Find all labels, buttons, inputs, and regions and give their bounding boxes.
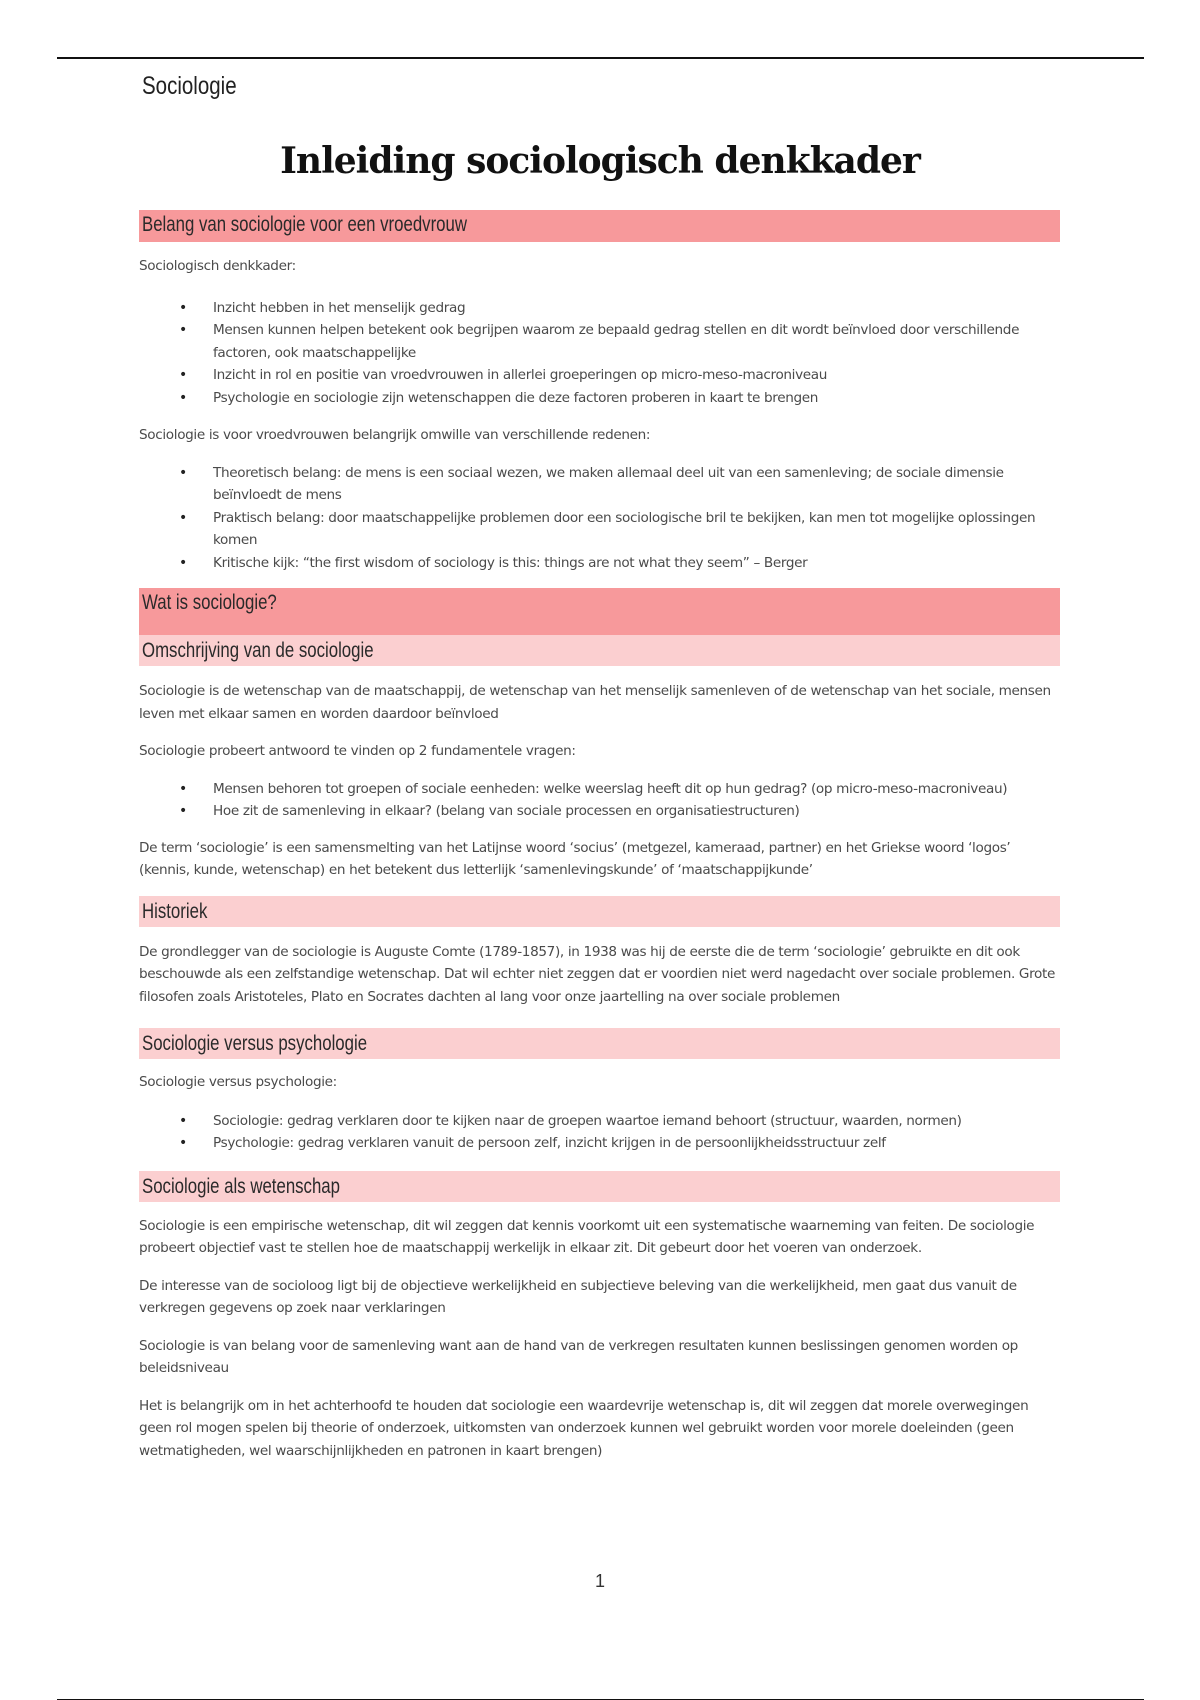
paragraph: De interesse van de socioloog ligt bij de objectieve werkelijkheid en subjectieve beleving van die werkelijkheid, men gaat dus vanuit de verkregen gegevens op zoek naar verklaringen <box>139 1277 1017 1316</box>
heading-sociologie-versus-psychologie: Sociologie versus psychologie <box>139 1028 1060 1059</box>
page-number: 1 <box>594 1571 605 1591</box>
heading-belang: Belang van sociologie voor een vroedvrouw <box>139 210 1060 242</box>
list-item: • Theoretisch belang: de mens is een sociaal wezen, we maken allemaal deel uit van een samenleving; de sociale dimensie beïnvloedt de mens <box>213 462 1060 507</box>
list-item: • Mensen kunnen helpen betekent ook begrijpen waarom ze bepaald gedrag stellen en dit wordt beïnvloed door verschillende factoren, ook maatschappelijke <box>213 319 1060 364</box>
bullet-list <box>139 462 1060 575</box>
document-body <box>139 210 1060 1462</box>
paragraph: Sociologie versus psychologie: <box>139 1074 337 1090</box>
bullet-list <box>139 297 1060 410</box>
list-item: • Psychologie: gedrag verklaren vanuit de persoon zelf, inzicht krijgen in de persoonlijkheidsstructuur zelf <box>213 1132 1060 1155</box>
list-item: • Kritische kijk: “the first wisdom of sociology is this: things are not what they seem” – Berger <box>213 552 1060 575</box>
paragraph: Sociologisch denkkader: <box>139 258 296 274</box>
paragraph: Sociologie is een empirische wetenschap, dit wil zeggen dat kennis voorkomt uit een systematische waarneming van feiten. De sociologie probeert objectief vast te stellen hoe de maatschappij werkelijk in elkaar zit. Dit gebeurt door het voeren van onderzoek. <box>139 1217 1035 1256</box>
paragraph: De term ‘sociologie’ is een samensmelting van het Latijnse woord ‘socius’ (metgezel, kameraad, partner) en het Griekse woord ‘logos’ (kennis, kunde, wetenschap) en het betekent dus letterlijk ‘samenlevingskunde’ of ‘maatschappijkunde’ <box>139 839 1011 878</box>
paragraph: Sociologie is voor vroedvrouwen belangrijk omwille van verschillende redenen: <box>139 427 651 443</box>
heading-omschrijving: Omschrijving van de sociologie <box>139 635 1060 666</box>
list-item: • Psychologie en sociologie zijn wetenschappen die deze factoren proberen in kaart te brengen <box>213 387 1060 410</box>
list-item: • Sociologie: gedrag verklaren door te kijken naar de groepen waartoe iemand behoort (structuur, waarden, normen) <box>213 1110 1060 1133</box>
paragraph: Sociologie is de wetenschap van de maatschappij, de wetenschap van het menselijk samenleven of de wetenschap van het sociale, mensen leven met elkaar samen en worden daardoor beïnvloed <box>139 683 1051 722</box>
page-title: Inleiding sociologisch denkkader <box>280 140 920 182</box>
paragraph: Sociologie is van belang voor de samenleving want aan de hand van de verkregen resultaten kunnen beslissingen genomen worden op beleidsniveau <box>139 1337 1018 1376</box>
bullet-list <box>139 1110 1060 1155</box>
heading-wat-is-sociologie: Wat is sociologie? <box>139 588 1060 635</box>
paragraph: Sociologie probeert antwoord te vinden op 2 fundamentele vragen: <box>139 743 576 759</box>
bullet-list <box>139 778 1060 823</box>
list-item: • Mensen behoren tot groepen of sociale eenheden: welke weerslag heeft dit op hun gedrag? (op micro-meso-macroniveau) <box>213 778 1060 801</box>
list-item: • Inzicht in rol en positie van vroedvrouwen in allerlei groeperingen op micro-meso-macroniveau <box>213 364 1060 387</box>
top-rule <box>57 57 1144 59</box>
list-item: • Inzicht hebben in het menselijk gedrag <box>213 297 1060 320</box>
paragraph: De grondlegger van de sociologie is Auguste Comte (1789-1857), in 1938 was hij de eerste die de term ‘sociologie’ gebruikte en dit ook beschouwde als een zelfstandige wetenschap. Dat wil echter niet zeggen dat er voordien niet werd nagedacht over sociale problemen. Grote filosofen zoals Aristoteles, Plato en Socrates dachten al lang voor onze jaartelling na over sociale problemen <box>139 943 1055 1005</box>
heading-historiek: Historiek <box>139 896 1060 927</box>
list-item: • Hoe zit de samenleving in elkaar? (belang van sociale processen en organisatiestructuren) <box>213 800 1060 823</box>
heading-sociologie-als-wetenschap: Sociologie als wetenschap <box>139 1171 1060 1202</box>
list-item: • Praktisch belang: door maatschappelijke problemen door een sociologische bril te bekijken, kan men tot mogelijke oplossingen komen <box>213 507 1060 552</box>
running-header: Sociologie <box>142 72 237 100</box>
paragraph: Het is belangrijk om in het achterhoofd te houden dat sociologie een waardevrije wetenschap is, dit wil zeggen dat morele overwegingen geen rol mogen spelen bij theorie of onderzoek, uitkomsten van onderzoek kunnen wel gebruikt worden voor morele doeleinden (geen wetmatigheden, wel waarschijnlijkheden en patronen in kaart brengen) <box>139 1397 1029 1459</box>
